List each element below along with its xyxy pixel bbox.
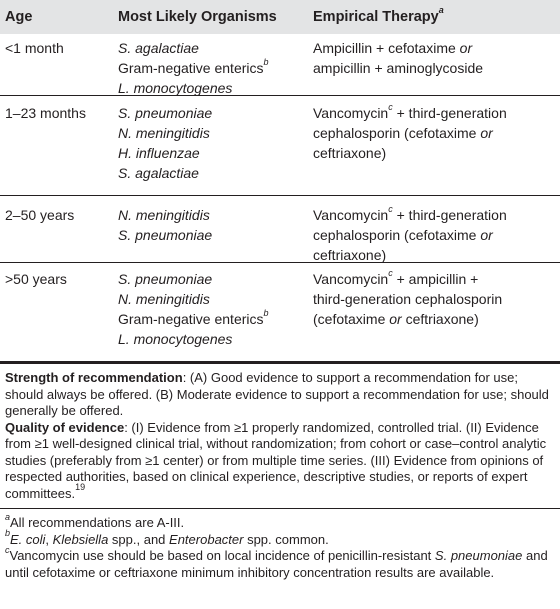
footnote-a: $^a$All recommendations are A-III. (5, 511, 185, 530)
evidence-notes (0, 364, 560, 502)
age-cell: >50 years (5, 271, 67, 287)
age-cell: 2–50 years (5, 207, 75, 223)
therapy-cell: Vancomycin$^c$ + ampicillin + third-generation cephalosporin (cefotaxime or ceftriaxone) (313, 268, 503, 327)
quality-note: Quality of evidence: (I) Evidence from ≥1 properly randomized, controlled trial. (II) Evidence from ≥1 well-designed clinical trial, without randomization; from cohort or case–control analytic studies (preferably from ≥1 center) or from multiple time series. (III) Evidence from opinions of respected authorities, based on clinical experience, descriptive studies, or reports of expert committees.$^{19}$ (5, 419, 547, 501)
footnotes (0, 511, 560, 581)
strength-note: Strength of recommendation: (A) Good evidence to support a recommendation for use; should always be offered. (B) Moderate evidence to support a recommendation for use; should generally be offered. (5, 370, 549, 418)
table-header (0, 0, 560, 34)
therapy-cell: Ampicillin + cefotaxime or ampicillin + aminoglycoside (313, 40, 484, 76)
table-row (0, 196, 560, 263)
organisms-cell: N. meningitidis S. pneumoniae (118, 207, 213, 243)
age-cell: 1–23 months (5, 105, 86, 121)
organisms-cell: S. pneumoniae N. meningitidis Gram-negative enterics$^b$ L. monocytogenes (118, 271, 269, 347)
header-age: Age (5, 9, 33, 25)
table-row (0, 96, 560, 196)
header-organisms: Most Likely Organisms (118, 9, 277, 25)
therapy-cell: Vancomycin$^c$ + third-generation cephalosporin (cefotaxime or ceftriaxone) (313, 204, 507, 263)
notes-divider (0, 508, 560, 509)
age-cell: <1 month (5, 40, 64, 56)
footnote-c: $^c$Vancomycin use should be based on local incidence of penicillin-resistant S. pneumoniae and until cefotaxime or ceftriaxone minimum inhibitory concentration results are available. (5, 544, 548, 580)
header-therapy: Empirical Therapy$^a$ (313, 5, 444, 25)
footnote-b: $^b$E. coli, Klebsiella spp., and Enterobacter spp. common. (5, 528, 329, 547)
table-row (0, 263, 560, 361)
table-body (0, 34, 560, 361)
organisms-cell: S. agalactiae Gram-negative enterics$^b$ L. monocytogenes (118, 40, 269, 96)
therapy-cell: Vancomycin$^c$ + third-generation cephalosporin (cefotaxime or ceftriaxone) (313, 102, 507, 161)
table-row (0, 34, 560, 96)
organisms-cell: S. pneumoniae N. meningitidis H. influenzae S. agalactiae (118, 105, 213, 181)
